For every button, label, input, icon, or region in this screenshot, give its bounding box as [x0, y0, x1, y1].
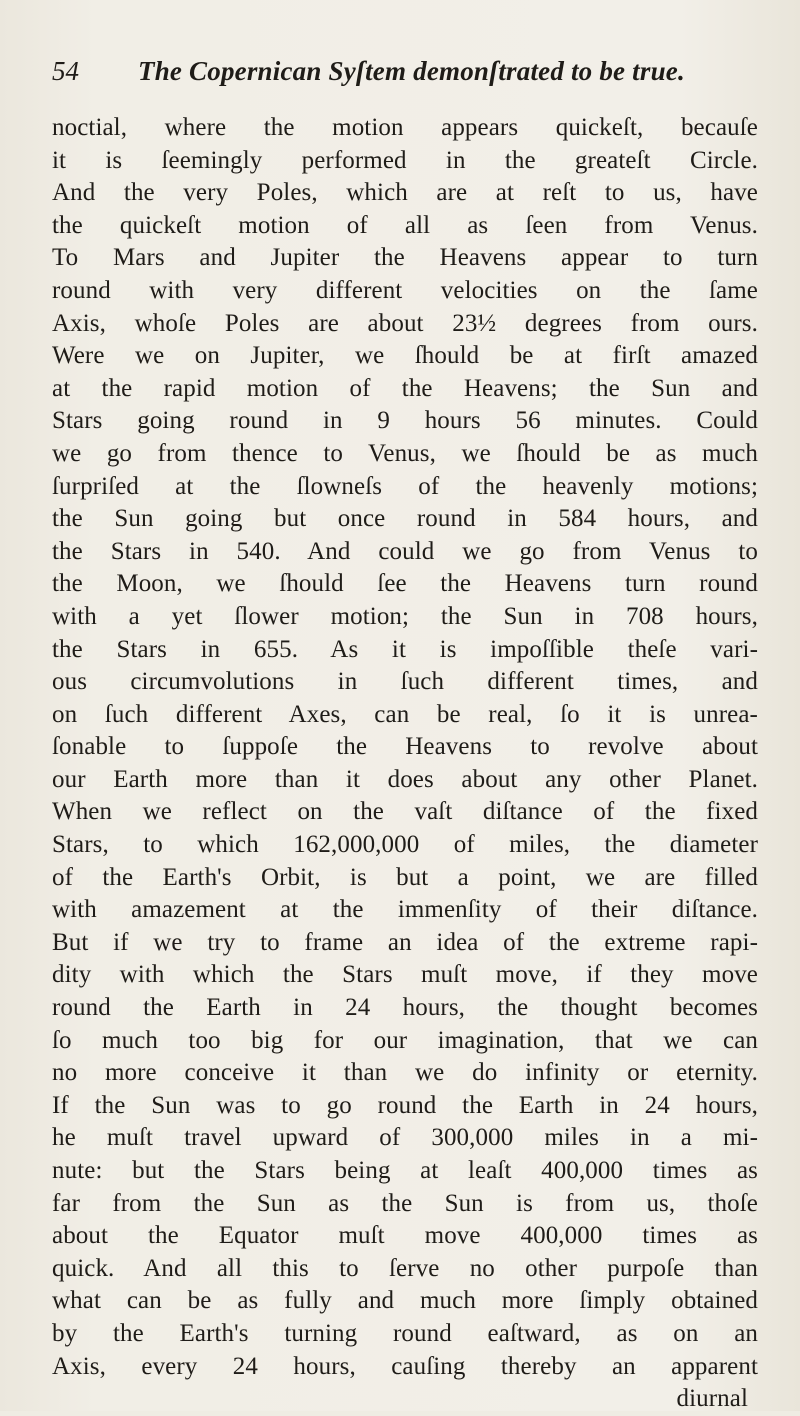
text-line: at the rapid motion of the Heavens; the Sun and: [52, 374, 758, 402]
text-line: round with very different velocities on the ſame: [52, 276, 758, 304]
catchword: diurnal: [676, 1385, 748, 1413]
text-line: ſo much too big for our imagination, that we can: [52, 1026, 758, 1054]
text-line: the Moon, we ſhould ſee the Heavens turn round: [52, 570, 758, 598]
text-line: But if we try to frame an idea of the extreme rapi-: [52, 928, 758, 956]
text-line: of the Earth's Orbit, is but a point, we are filled: [52, 863, 758, 891]
text-line: we go from thence to Venus, we ſhould be as much: [52, 439, 758, 467]
text-line: noctial, where the motion appears quickeſt, becauſe: [52, 114, 758, 141]
text-line: about the Equator muſt move 400,000 times as: [52, 1222, 758, 1250]
text-line: When we reflect on the vaſt diſtance of the fixed: [52, 798, 758, 826]
text-line: quick. And all this to ſerve no other purpoſe than: [52, 1254, 758, 1282]
text-line: ous circumvolutions in ſuch different times, and: [52, 668, 758, 696]
page-number: 54: [52, 56, 79, 86]
text-line: ſonable to ſuppoſe the Heavens to revolve about: [52, 733, 758, 761]
page-header: [52, 56, 742, 96]
text-line: with a yet ſlower motion; the Sun in 708 hours,: [52, 602, 758, 630]
text-line: the Stars in 540. And could we go from Venus to: [52, 537, 758, 565]
text-line: our Earth more than it does about any other Planet.: [52, 765, 758, 793]
text-line: it is ſeemingly performed in the greateſt Circle.: [52, 146, 758, 174]
text-line: Axis, whoſe Poles are about 23½ degrees from ours.: [52, 309, 758, 337]
text-line: what can be as fully and much more ſimply obtained: [52, 1287, 758, 1315]
text-line: he muſt travel upward of 300,000 miles in a mi-: [52, 1124, 758, 1152]
text-line: the Stars in 655. As it is impoſſible theſe vari-: [52, 635, 758, 663]
text-line: Were we on Jupiter, we ſhould be at firſt amazed: [52, 342, 758, 370]
text-line: Stars going round in 9 hours 56 minutes. Could: [52, 407, 758, 435]
text-line: round the Earth in 24 hours, the thought becomes: [52, 994, 758, 1022]
text-line: dity with which the Stars muſt move, if they move: [52, 961, 758, 989]
text-line: far from the Sun as the Sun is from us, thoſe: [52, 1189, 758, 1217]
text-line: by the Earth's turning round eaſtward, as on an: [52, 1319, 758, 1347]
text-line: on ſuch different Axes, can be real, ſo it is unrea-: [52, 700, 758, 728]
running-title: The Copernican Syſtem demonſtrated to be true.: [138, 56, 685, 86]
text-line: with amazement at the immenſity of their diſtance.: [52, 896, 758, 924]
text-line: ſurpriſed at the ſlowneſs of the heavenly motions;: [52, 472, 758, 500]
text-line: Stars, to which 162,000,000 of miles, the diameter: [52, 831, 758, 859]
text-line: Axis, every 24 hours, cauſing thereby an apparent: [52, 1352, 758, 1380]
text-line: And the very Poles, which are at reſt to us, have: [52, 179, 758, 207]
body-text: [52, 112, 758, 1416]
text-line: no more conceive it than we do infinity or eternity.: [52, 1059, 758, 1087]
text-line: nute: but the Stars being at leaſt 400,000 times as: [52, 1157, 758, 1184]
text-line: To Mars and Jupiter the Heavens appear to turn: [52, 244, 758, 272]
text-line: If the Sun was to go round the Earth in 24 hours,: [52, 1091, 758, 1119]
text-line: the quickeſt motion of all as ſeen from Venus.: [52, 211, 758, 239]
text-line: the Sun going but once round in 584 hours, and: [52, 505, 758, 533]
